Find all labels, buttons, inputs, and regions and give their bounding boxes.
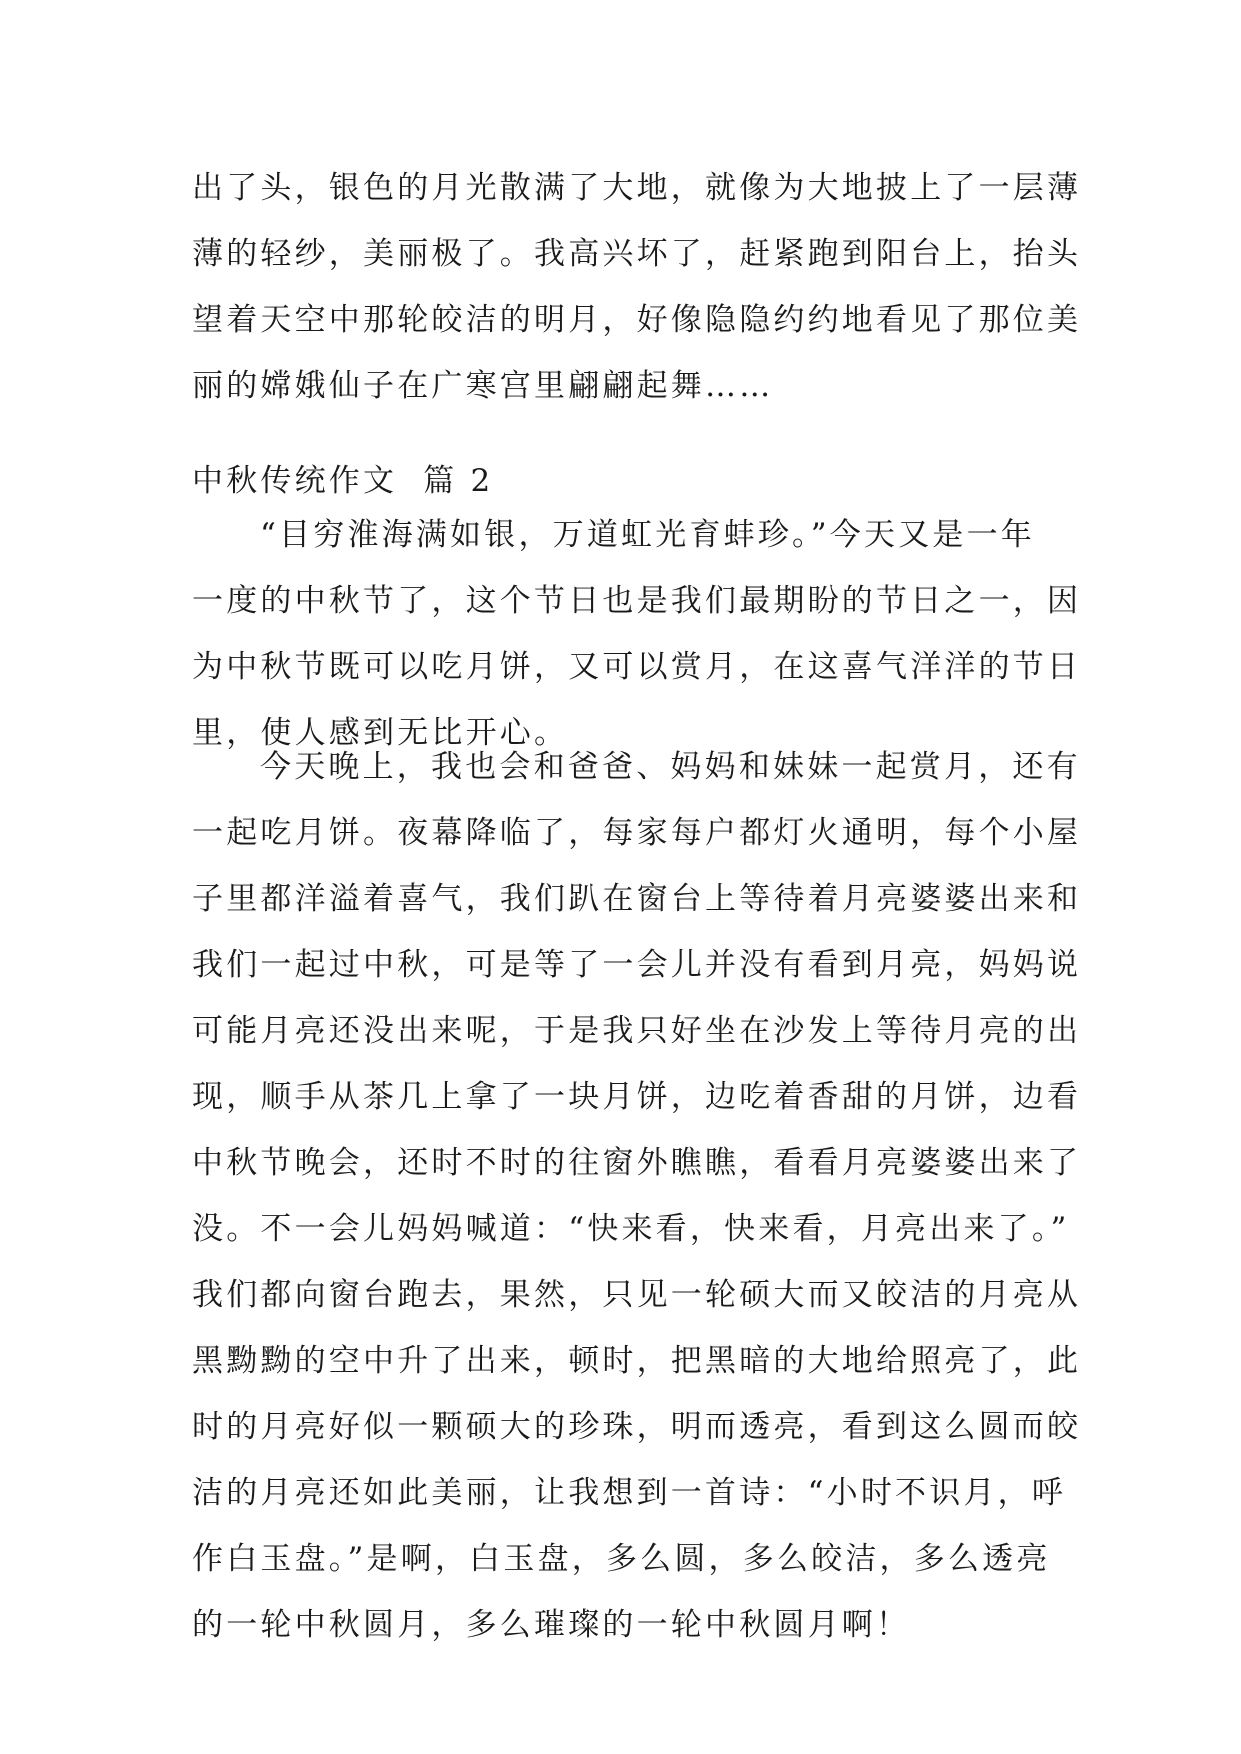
text-line: 一起吃月饼。夜幕降临了，每家每户都灯火通明，每个小屋 [192, 815, 1082, 851]
text-line: 黑黝黝的空中升了出来，顿时，把黑暗的大地给照亮了，此 [192, 1343, 1082, 1379]
text-line: 我们一起过中秋，可是等了一会儿并没有看到月亮，妈妈说 [192, 947, 1082, 983]
text-line: 里，使人感到无比开心。 [192, 715, 569, 751]
text-line: 出了头，银色的月光散满了大地，就像为大地披上了一层薄 [192, 170, 1082, 206]
text-line: 作白玉盘。”是啊，白玉盘，多么圆，多么皎洁，多么透亮 [192, 1541, 1051, 1577]
text-line: 的一轮中秋圆月，多么璀璨的一轮中秋圆月啊！ [192, 1607, 911, 1643]
text-line: 丽的嫦娥仙子在广寒宫里翩翩起舞…… [192, 368, 774, 404]
text-line: 可能月亮还没出来呢，于是我只好坐在沙发上等待月亮的出 [192, 1013, 1082, 1049]
text-line: 现，顺手从茶几上拿了一块月饼，边吃着香甜的月饼，边看 [192, 1079, 1082, 1115]
text-line: 子里都洋溢着喜气，我们趴在窗台上等待着月亮婆婆出来和 [192, 881, 1082, 917]
text-line: 今天晚上，我也会和爸爸、妈妈和妹妹一起赏月，还有 [260, 749, 1081, 785]
text-line: 没。不一会儿妈妈喊道：“快来看，快来看，月亮出来了。” [192, 1211, 1070, 1247]
paragraph-1 [192, 502, 1082, 766]
text-line: 中秋节晚会，还时不时的往窗外瞧瞧，看看月亮婆婆出来了 [192, 1145, 1082, 1181]
text-line: 洁的月亮还如此美丽，让我想到一首诗：“小时不识月，呼 [192, 1475, 1067, 1511]
text-line: 望着天空中那轮皎洁的明月，好像隐隐约约地看见了那位美 [192, 302, 1082, 338]
text-line: 薄的轻纱，美丽极了。我高兴坏了，赶紧跑到阳台上，抬头 [192, 236, 1082, 272]
text-line: 时的月亮好似一颗硕大的珍珠，明而透亮，看到这么圆而皎 [192, 1409, 1082, 1445]
intro-paragraph [192, 155, 1082, 419]
heading-text: 中秋传统作文 篇 2 [192, 463, 494, 499]
paragraph-2 [192, 734, 1082, 1658]
text-line: 我们都向窗台跑去，果然，只见一轮硕大而又皎洁的月亮从 [192, 1277, 1082, 1313]
text-line: 为中秋节既可以吃月饼，又可以赏月，在这喜气洋洋的节日 [192, 649, 1082, 685]
text-line: 一度的中秋节了，这个节日也是我们最期盼的节日之一，因 [192, 583, 1082, 619]
text-line: “目穷淮海满如银，万道虹光育蚌珍。”今天又是一年 [260, 517, 1035, 553]
